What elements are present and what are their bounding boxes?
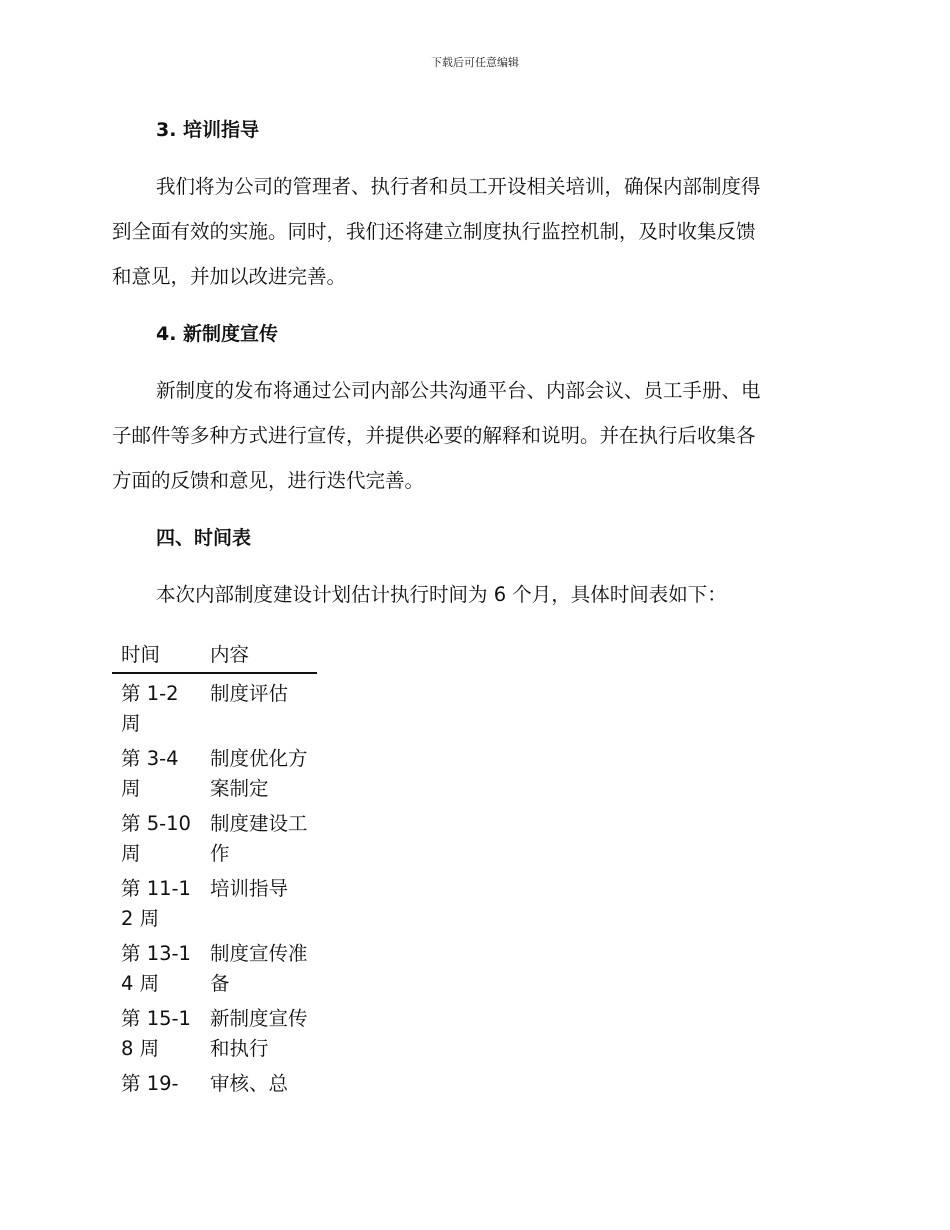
content-cell: 制度建设工作: [210, 812, 308, 865]
content-cell: 新制度宣传和执行: [210, 1007, 308, 1060]
column-header-content: 内容: [201, 640, 317, 673]
table-row: [112, 739, 317, 804]
content-cell: 培训指导: [210, 877, 289, 900]
time-cell: 第 1-2 周: [121, 682, 179, 735]
table-row: [112, 934, 317, 999]
paragraph-line: 到全面有效的实施。同时，我们还将建立制度执行监控机制，及时收集反馈: [112, 220, 756, 243]
time-cell: 第 11-12 周: [121, 877, 191, 930]
table-row: [112, 999, 317, 1064]
time-cell: 第 13-14 周: [121, 942, 191, 995]
paragraph-line: 新制度的发布将通过公司内部公共沟通平台、内部会议、员工手册、电: [156, 379, 761, 402]
paragraph-timeline-intro: [112, 572, 832, 617]
table-row: [112, 869, 317, 934]
section-heading-training: 3. 培训指导: [156, 119, 260, 141]
table-row: [112, 1064, 317, 1129]
table-header-row: [112, 640, 317, 673]
paragraph-line: 本次内部制度建设计划估计执行时间为 6 个月，具体时间表如下：: [156, 583, 727, 606]
paragraph-line: 方面的反馈和意见，进行迭代完善。: [112, 469, 425, 492]
paragraph-line: 我们将为公司的管理者、执行者和员工开设相关培训，确保内部制度得: [156, 175, 761, 198]
paragraph-line: 和意见，并加以改进完善。: [112, 265, 347, 288]
content-cell: 制度优化方案制定: [210, 747, 308, 800]
time-cell: 第 19-: [121, 1072, 179, 1095]
table-row: [112, 804, 317, 869]
page-header-note: 下载后可任意编辑: [431, 56, 519, 69]
table-row: [112, 673, 317, 739]
content-cell: 审核、总: [210, 1072, 289, 1095]
column-header-time: 时间: [112, 640, 201, 673]
content-cell: 制度评估: [210, 682, 289, 705]
paragraph-line: 子邮件等多种方式进行宣传，并提供必要的解释和说明。并在执行后收集各: [112, 424, 756, 447]
schedule-table: [112, 640, 317, 1129]
section-heading-promotion: 4. 新制度宣传: [156, 323, 279, 345]
time-cell: 第 5-10 周: [121, 812, 191, 865]
paragraph-training: [112, 164, 832, 299]
time-cell: 第 15-18 周: [121, 1007, 191, 1060]
time-cell: 第 3-4 周: [121, 747, 179, 800]
content-cell: 制度宣传准备: [210, 942, 308, 995]
paragraph-promotion: [112, 368, 832, 503]
section-heading-timeline: 四、时间表: [156, 527, 252, 549]
